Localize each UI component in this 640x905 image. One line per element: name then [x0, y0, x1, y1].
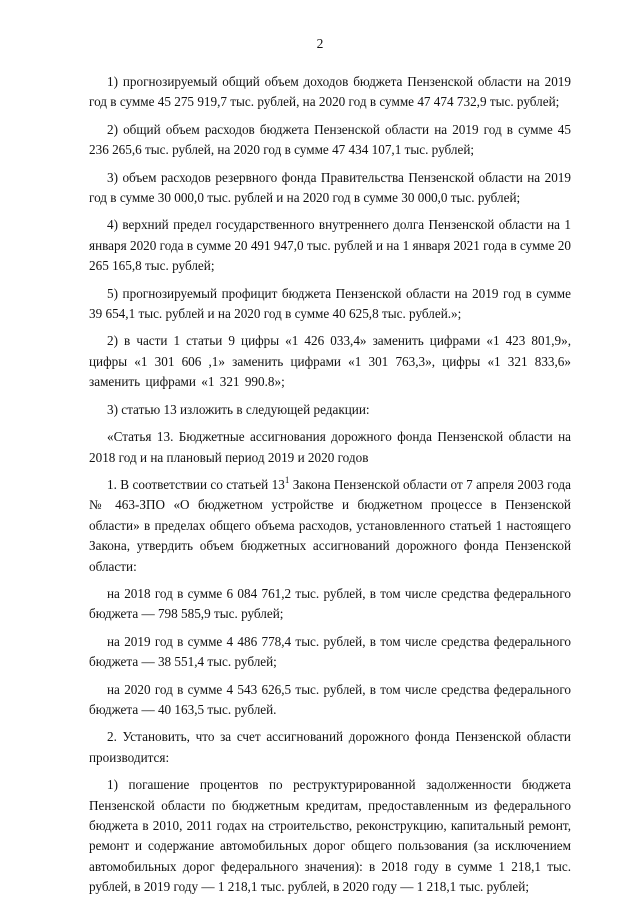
paragraph-article-13-intro: 3) статью 13 изложить в следующей редакции: — [107, 401, 370, 417]
paragraph-interest-repayment: 1) погашение процентов по реструктурированной задолженности бюджета Пензенской области по бюджетным кредитам, предоставленным из федерального бюджета в 2010, 2011 годах на строительство, реконструкцию, капитальный ремонт, ремонт и содержание автомобильных дорог общего пользования (за исключением автомобильных дорог федерального значения): в 2018 году в сумме 1 218,1 тыс. рублей, в 2019 году — 1 218,1 тыс. рублей, в 2020 году — 1 218,1 тыс. рублей; — [89, 777, 571, 895]
paragraph-article-13-part-2: 2. Установить, что за счет ассигнований дорожного фонда Пензенской области производится: — [89, 729, 571, 765]
paragraph-article-13-title: «Статья 13. Бюджетные ассигнования дорожного фонда Пензенской области на 2018 год и на плановый период 2019 и 2020 годов — [89, 429, 571, 465]
paragraph-surplus: 5) прогнозируемый профицит бюджета Пензенской области на 2019 год в сумме 39 654,1 тыс. рублей и на 2020 год в сумме 40 625,8 тыс. рублей.»; — [89, 285, 571, 322]
paragraph-expenditure: 2) общий объем расходов бюджета Пензенской области на 2019 год в сумме 45 236 265,6 тыс. рублей, на 2020 год в сумме 47 434 107,1 тыс. рублей; — [89, 121, 571, 158]
part-1-text-end: Закона Пензенской области от 7 апреля 2003 года № 463-ЗПО «О бюджетном устройстве и бюджетном процессе в Пензенской области» в пределах общего объема расходов, установленного статьей 1 настоящего Закона, утвердить объем бюджетных ассигнований дорожного фонда Пензенской области: — [89, 476, 571, 574]
paragraph-fund-2020: на 2020 год в сумме 4 543 626,5 тыс. рублей, в том числе средства федерального бюджета — 40 163,5 тыс. рублей. — [89, 681, 571, 717]
page-number: 2 — [316, 36, 324, 51]
paragraph-fund-2018: на 2018 год в сумме 6 084 761,2 тыс. рублей, в том числе средства федерального бюджета — 798 585,9 тыс. рублей; — [89, 585, 571, 622]
paragraph-fund-2019: на 2019 год в сумме 4 486 778,4 тыс. рублей, в том числе средства федерального бюджета — 38 551,4 тыс. рублей; — [89, 633, 571, 670]
paragraph-article-9-amendment: 2) в части 1 статьи 9 цифры «1 426 033,4» заменить цифрами «1 423 801,9», цифры «1 301 606 ,1» заменить цифрами «1 301 763,3», цифры «1 321 833,6» заменить цифрами «1 321 990.8»; — [89, 333, 571, 390]
article-superscript: 1 — [284, 474, 290, 485]
document-body — [89, 72, 571, 905]
paragraph-debt-limit: 4) верхний предел государственного внутреннего долга Пензенской области на 1 января 2020 года в сумме 20 491 947,0 тыс. рублей и на 1 января 2021 года в сумме 20 265 165,8 тыс. рублей; — [89, 217, 571, 274]
paragraph-revenue: 1) прогнозируемый общий объем доходов бюджета Пензенской области на 2019 год в сумме 45 275 919,7 тыс. рублей, на 2020 год в сумме 47 474 732,9 тыс. рублей; — [89, 74, 571, 110]
paragraph-reserve-fund: 3) объем расходов резервного фонда Правительства Пензенской области на 2019 год в сумме 30 000,0 тыс. рублей и на 2020 год в сумме 30 000,0 тыс. рублей; — [89, 169, 571, 206]
part-1-text-start: 1. В соответствии со статьей 13 — [107, 476, 285, 492]
paragraph-article-13-part-1 — [89, 475, 571, 577]
